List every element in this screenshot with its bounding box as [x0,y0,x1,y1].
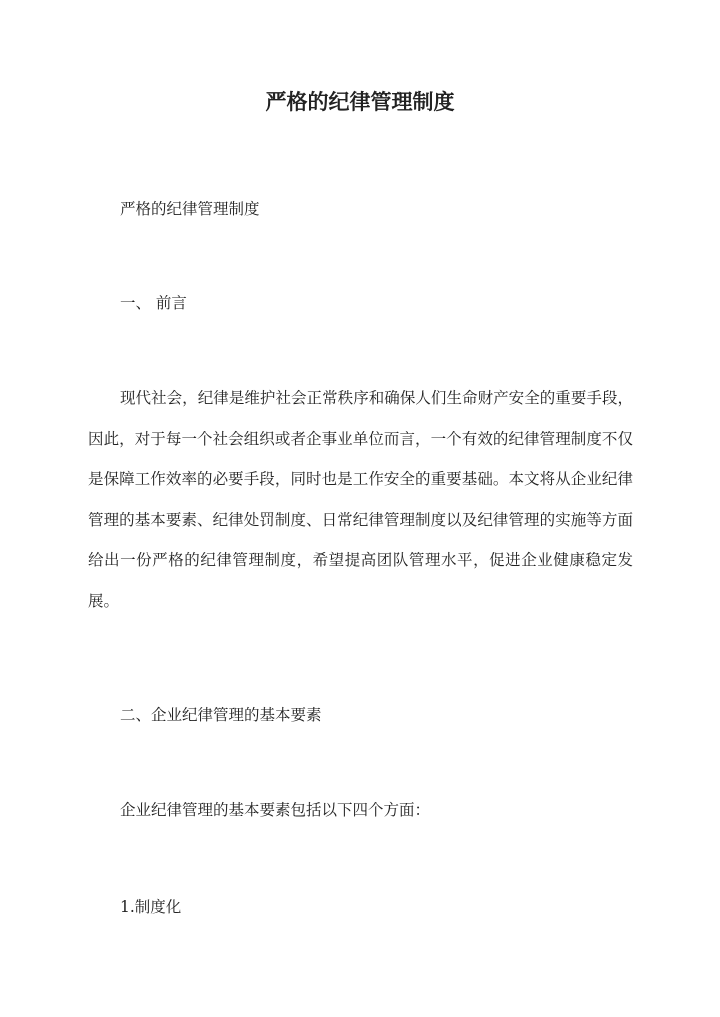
section-heading-preface: 一、 前言 [120,294,187,312]
document-title: 严格的纪律管理制度 [265,89,455,114]
document-subtitle: 严格的纪律管理制度 [120,200,260,218]
basic-elements-intro: 企业纪律管理的基本要素包括以下四个方面： [120,801,431,819]
preface-paragraph: 现代社会，纪律是维护社会正常秩序和确保人们生命财产安全的重要手段，因此，对于每一个社会组织或者企事业单位而言，一个有效的纪律管理制度不仅是保障工作效率的必要手段，同时也是工作安全的重要基础。本文将从企业纪律管理的基本要素、纪律处罚制度、日常纪律管理制度以及纪律管理的实施等方面给出一份严格的纪律管理制度，希望提高团队管理水平，促进企业健康稳定发展。 [88,389,633,610]
list-item-institutionalization: 1.制度化 [120,898,182,916]
section-heading-basic-elements: 二、企业纪律管理的基本要素 [120,706,322,724]
